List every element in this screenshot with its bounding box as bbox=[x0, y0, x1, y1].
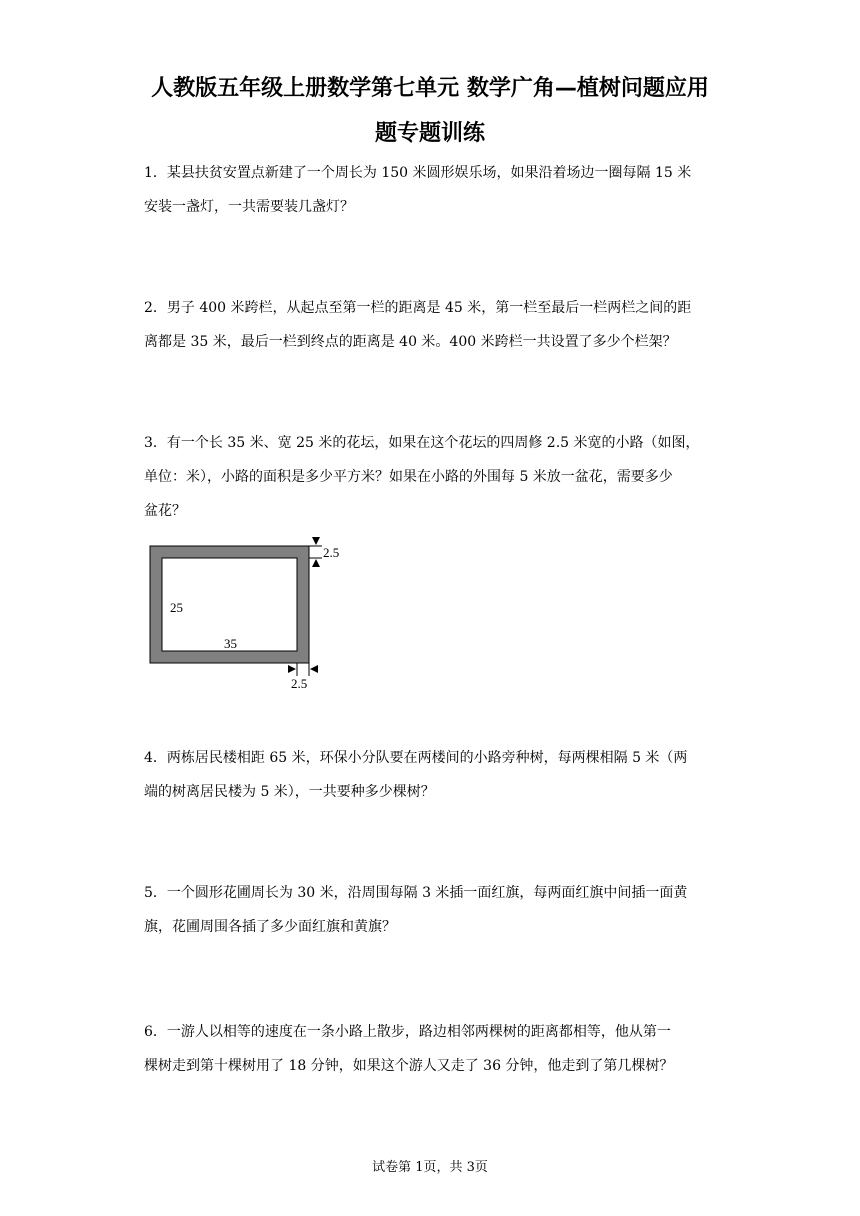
question-2-line-1: 2．男子 400 米跨栏，从起点至第一栏的距离是 45 米，第一栏至最后一栏两栏之间的距 bbox=[144, 300, 692, 316]
flower-bed-path-diagram bbox=[140, 536, 360, 696]
arrow-left-icon bbox=[310, 665, 318, 673]
question-6-line-1: 6．一游人以相等的速度在一条小路上散步，路边相邻两棵树的距离都相等，他从第一 bbox=[144, 1024, 671, 1040]
question-4 bbox=[144, 741, 724, 809]
question-3 bbox=[144, 426, 724, 528]
question-5 bbox=[144, 876, 724, 944]
page-footer: 试卷第 1页，共 3页 bbox=[372, 1160, 488, 1175]
arrow-down-icon bbox=[312, 537, 320, 545]
diagram-svg bbox=[140, 536, 360, 696]
question-4-line-2: 端的树离居民楼为 5 米），一共要种多少棵树？ bbox=[144, 784, 435, 800]
arrow-right-icon bbox=[288, 665, 296, 673]
question-4-line-1: 4．两栋居民楼相距 65 米，环保小分队要在两楼间的小路旁种树，每两棵相隔 5 米（两 bbox=[144, 750, 688, 766]
question-6-line-2: 棵树走到第十棵树用了 18 分钟，如果这个游人又走了 36 分钟，他走到了第几棵树？ bbox=[144, 1058, 674, 1074]
dim-label-top: 2.5 bbox=[323, 545, 340, 560]
question-2-line-2: 离都是 35 米，最后一栏到终点的距离是 40 米。400 米跨栏一共设置了多少个栏架？ bbox=[144, 334, 677, 350]
question-1-line-2: 安装一盏灯，一共需要装几盏灯？ bbox=[144, 199, 354, 215]
question-3-line-3: 盆花？ bbox=[144, 503, 186, 519]
question-2 bbox=[144, 291, 724, 359]
question-3-line-1: 3．有一个长 35 米、宽 25 米的花坛，如果在这个花坛的四周修 2.5 米宽的小路（如图， bbox=[144, 435, 700, 451]
dim-label-inner-length: 35 bbox=[224, 636, 237, 651]
question-5-line-2: 旗，花圃周围各插了多少面红旗和黄旗？ bbox=[144, 919, 396, 935]
page-title-line-2: 题专题训练 bbox=[374, 121, 485, 146]
question-5-line-1: 5．一个圆形花圃周长为 30 米，沿周围每隔 3 米插一面红旗，每两面红旗中间插一面黄 bbox=[144, 885, 688, 901]
dim-label-inner-height: 25 bbox=[170, 600, 183, 615]
question-3-line-2: 单位：米），小路的面积是多少平方米？如果在小路的外围每 5 米放一盆花，需要多少 bbox=[144, 469, 673, 485]
dim-label-bottom: 2.5 bbox=[291, 676, 308, 691]
question-1 bbox=[144, 156, 724, 224]
arrow-up-icon bbox=[312, 559, 320, 567]
question-1-line-1: 1．某县扶贫安置点新建了一个周长为 150 米圆形娱乐场，如果沿着场边一圈每隔 15 米 bbox=[144, 165, 692, 181]
page-title-line-1: 人教版五年级上册数学第七单元 数学广角—植树问题应用 bbox=[151, 76, 709, 101]
question-6 bbox=[144, 1015, 724, 1083]
